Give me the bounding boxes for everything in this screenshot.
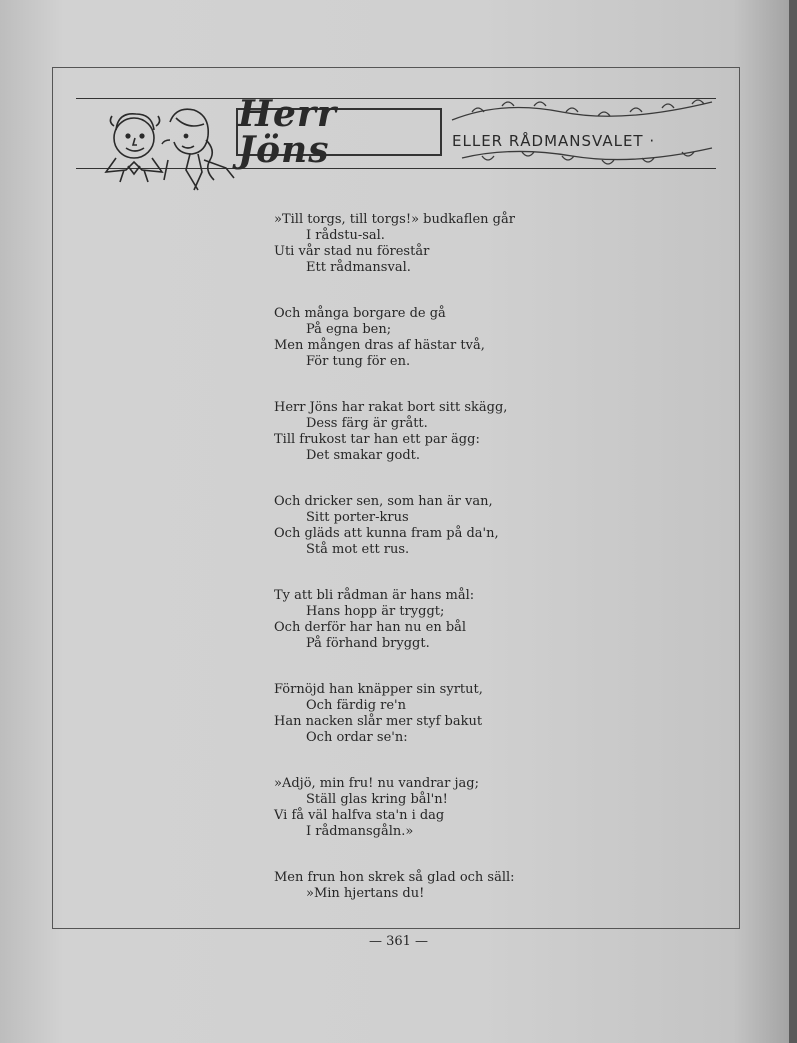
- poem-line: »Adjö, min fru! nu vandrar jag;: [274, 776, 479, 791]
- poem-subtitle: ELLER RÅDMANSVALET ·: [452, 132, 656, 150]
- stanza: [274, 400, 694, 464]
- poem-line: Det smakar godt.: [306, 448, 421, 463]
- stanza: [274, 870, 694, 902]
- stanza: [274, 776, 694, 840]
- poem-line: På egna ben;: [306, 322, 392, 337]
- page-edge: [789, 0, 797, 1043]
- stanza: [274, 494, 694, 558]
- poem-line: I rådstu-sal.: [306, 228, 385, 243]
- title-box: [236, 93, 442, 171]
- stanza: [274, 212, 694, 276]
- poem-line: Herr Jöns har rakat bort sitt skägg,: [274, 400, 508, 415]
- poem-line: Förnöjd han knäpper sin syrtut,: [274, 682, 483, 697]
- page-number: — 361 —: [368, 934, 429, 949]
- poem-line: Vi få väl halfva sta'n i dag: [274, 808, 445, 823]
- poem-line: Uti vår stad nu förestår: [274, 244, 430, 259]
- poem-line: Och många borgare de gå: [274, 306, 446, 321]
- poem-line: »Min hjertans du!: [306, 886, 425, 901]
- poem-line: Men frun hon skrek så glad och säll:: [274, 870, 515, 885]
- poem-body: [274, 212, 694, 932]
- stanza: [274, 306, 694, 370]
- poem-line: Och ordar se'n:: [306, 730, 408, 745]
- poem-line: För tung för en.: [306, 354, 411, 369]
- poem-line: Ställ glas kring bål'n!: [306, 792, 448, 807]
- poem-line: Men mången dras af hästar två,: [274, 338, 485, 353]
- poem-line: Dess färg är grått.: [306, 416, 428, 431]
- couple-illustration: [86, 100, 236, 195]
- poem-line: »Till torgs, till torgs!» budkaflen går: [274, 212, 515, 227]
- stanza: [274, 588, 694, 652]
- poem-line: Han nacken slår mer styf bakut: [274, 714, 483, 729]
- poem-line: I rådmansgåln.»: [306, 824, 414, 839]
- poem-line: Och dricker sen, som han är van,: [274, 494, 493, 509]
- poem-line: Ty att bli rådman är hans mål:: [274, 588, 475, 603]
- poem-line: På förhand bryggt.: [306, 636, 430, 651]
- poem-line: Till frukost tar han ett par ägg:: [274, 432, 480, 447]
- poem-line: Sitt porter-krus: [306, 510, 409, 525]
- poem-line: Stå mot ett rus.: [306, 542, 410, 557]
- header-banner: [76, 93, 716, 171]
- poem-line: Ett rådmansval.: [306, 260, 411, 275]
- poem-line: Hans hopp är tryggt;: [306, 604, 445, 619]
- poem-line: Och gläds att kunna fram på da'n,: [274, 526, 499, 541]
- poem-line: Och derför har han nu en bål: [274, 620, 467, 635]
- poem-title: Herr Jöns: [238, 93, 337, 171]
- stanza: [274, 682, 694, 746]
- poem-line: Och färdig re'n: [306, 698, 407, 713]
